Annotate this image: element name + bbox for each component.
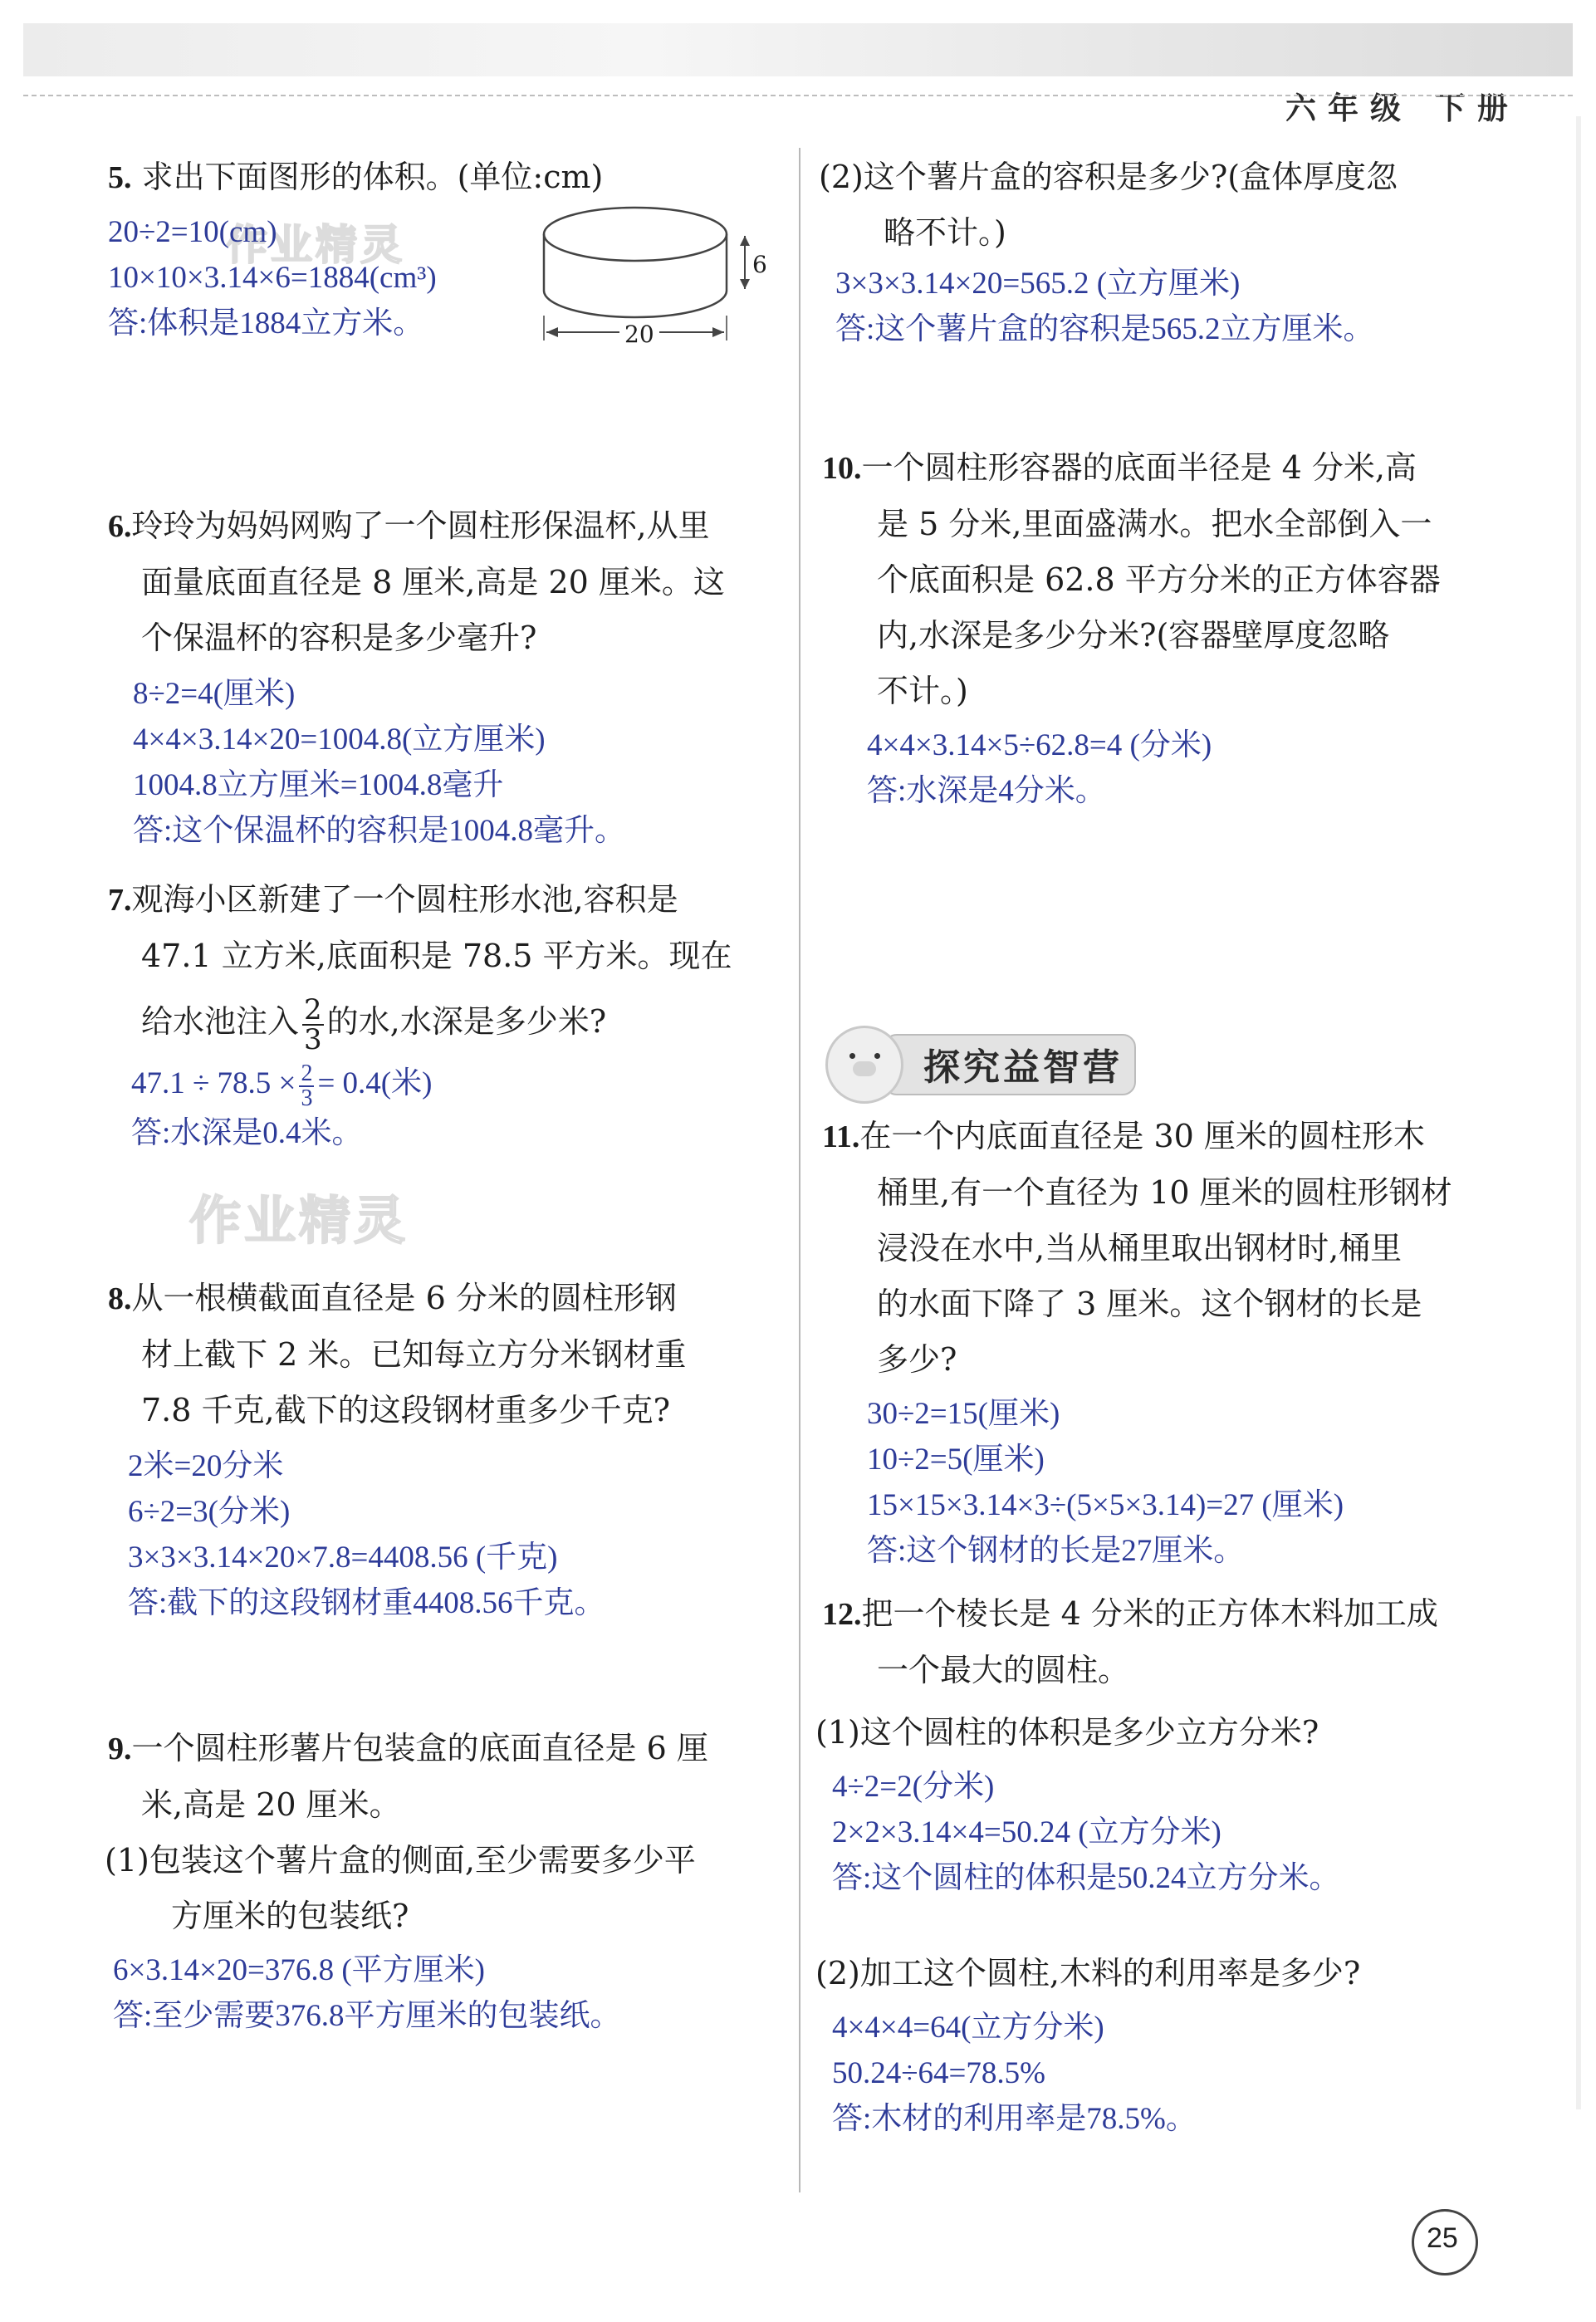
answer-line: 答:木材的利用率是78.5%。 <box>832 2102 1197 2136</box>
answer-line: 4×4×3.14×20=1004.8(立方厘米) <box>133 723 546 757</box>
question-11 <box>822 1109 1486 1574</box>
answer-line: 4÷2=2(分米) <box>832 1770 995 1804</box>
fraction-numerator: 2 <box>301 1060 313 1086</box>
question-number: 9. <box>108 1732 132 1766</box>
question-9-part-2 <box>819 149 1483 352</box>
question-line: 7.8 千克,截下的这段钢材重多少千克? <box>141 1392 670 1428</box>
question-line: 一个圆柱形容器的底面半径是 4 分米,高 <box>861 449 1417 486</box>
answer-line: 4×4×4=64(立方分米) <box>832 2011 1104 2045</box>
answer-line: 50.24÷64=78.5% <box>832 2056 1045 2090</box>
question-line: 的水面下降了 3 厘米。这个钢材的长是 <box>877 1286 1422 1322</box>
fraction-denominator: 3 <box>301 1085 313 1111</box>
answer-line: 答:水深是0.4米。 <box>131 1115 363 1150</box>
answer-line: 10×10×3.14×6=1884(cm³) <box>108 261 437 295</box>
watermark-middle: 作业精灵 <box>189 1190 409 1251</box>
cylinder-figure <box>540 199 781 349</box>
question-number: 10. <box>822 451 862 486</box>
question-line: 是 5 分米,里面盛满水。把水全部倒入一 <box>877 506 1432 542</box>
answer-line: 15×15×3.14×3÷(5×5×3.14)=27 (厘米) <box>867 1488 1344 1522</box>
question-line: 一个最大的圆柱。 <box>877 1652 1130 1688</box>
question-line: 面量底面直径是 8 厘米,高是 20 厘米。这 <box>141 564 725 600</box>
answer-line: 20÷2=10(cm) <box>108 215 277 249</box>
answer-line: 2×2×3.14×4=50.24 (立方分米) <box>832 1815 1221 1849</box>
question-line: 个保温杯的容积是多少毫升? <box>141 620 537 656</box>
answer-part: 47.1 ÷ 78.5 × <box>131 1066 296 1100</box>
answer-part: = 0.4(米) <box>317 1066 433 1100</box>
question-number: 7. <box>108 883 132 918</box>
question-line-part: 的水,水深是多少米? <box>326 1003 607 1040</box>
question-number: 8. <box>108 1281 132 1316</box>
question-9 <box>105 1721 789 2039</box>
fraction-denominator: 3 <box>304 1022 322 1056</box>
question-number: 12. <box>822 1597 862 1632</box>
fraction-numerator: 2 <box>304 992 322 1026</box>
question-line-part: 给水池注入 <box>141 1003 300 1040</box>
answer-line: 答:这个圆柱的体积是50.24立方分米。 <box>832 1861 1340 1895</box>
answer-line: 8÷2=4(厘米) <box>133 677 296 711</box>
question-number: 11. <box>822 1119 860 1154</box>
question-line: 在一个内底面直径是 30 厘米的圆柱形木 <box>859 1118 1425 1154</box>
question-5-text <box>108 149 789 206</box>
answer-line: 4×4×3.14×5÷62.8=4 (分米) <box>867 728 1212 762</box>
question-line: 材上截下 2 米。已知每立方分米钢材重 <box>141 1336 687 1373</box>
answer-line: 3×3×3.14×20×7.8=4408.56 (千克) <box>128 1541 558 1575</box>
section-banner <box>825 1026 1158 1104</box>
fraction <box>299 1062 314 1110</box>
answer-line: 答:这个保温杯的容积是1004.8毫升。 <box>133 814 626 848</box>
question-line: 内,水深是多少分米?(容器壁厚度忽略 <box>877 617 1390 654</box>
answer-line: 答:水深是4分米。 <box>867 774 1106 808</box>
answer-line: 答:体积是1884立方米。 <box>108 306 424 340</box>
page-number-badge <box>1412 2209 1478 2275</box>
question-line: 47.1 立方米,底面积是 78.5 平方米。现在 <box>141 938 732 974</box>
question-12 <box>815 1586 1486 2142</box>
dim-height-label: 6 <box>752 251 767 278</box>
subquestion-line: (2)这个薯片盒的容积是多少?(盒体厚度忽 <box>819 159 1398 195</box>
answer-line: 10÷2=5(厘米) <box>867 1443 1045 1477</box>
subquestion-line: (1)包装这个薯片盒的侧面,至少需要多少平 <box>105 1842 696 1879</box>
column-divider <box>799 148 800 2192</box>
question-line: 一个圆柱形薯片包装盒的底面直径是 6 厘 <box>131 1730 708 1766</box>
answer-line: 答:至少需要376.8平方厘米的包装纸。 <box>113 1999 621 2033</box>
question-10 <box>822 440 1486 814</box>
question-7 <box>108 872 789 1156</box>
question-6 <box>108 498 789 854</box>
header-rule <box>23 95 1573 96</box>
subquestion-line: 略不计。) <box>884 214 1006 251</box>
subquestion-line: (1)这个圆柱的体积是多少立方分米? <box>815 1714 1319 1751</box>
header-band <box>23 23 1573 76</box>
question-line <box>108 984 789 1059</box>
answer-line: 2米=20分米 <box>128 1449 284 1483</box>
answer-line: 6÷2=3(分米) <box>128 1495 291 1529</box>
answer-line: 答:这个薯片盒的容积是565.2立方厘米。 <box>835 312 1374 346</box>
subquestion-line: (2)加工这个圆柱,木料的利用率是多少? <box>815 1955 1361 1991</box>
answer-line: 30÷2=15(厘米) <box>867 1397 1060 1431</box>
page-number: 25 <box>1427 2222 1458 2254</box>
question-line: 桶里,有一个直径为 10 厘米的圆柱形钢材 <box>877 1174 1452 1211</box>
question-text: 求出下面图形的体积。(单位:cm) <box>141 159 604 195</box>
question-line: 从一根横截面直径是 6 分米的圆柱形钢 <box>131 1280 677 1316</box>
question-line: 观海小区新建了一个圆柱形水池,容积是 <box>131 881 678 918</box>
pig-mascot-icon <box>825 1026 903 1104</box>
subquestion-line: 方厘米的包装纸? <box>171 1898 409 1934</box>
banner-title: 探究益智营 <box>923 1046 1123 1089</box>
question-line: 把一个棱长是 4 分米的正方体木料加工成 <box>861 1595 1438 1632</box>
dim-diameter-label: 20 <box>619 321 659 348</box>
answer-line: 6×3.14×20=376.8 (平方厘米) <box>113 1953 485 1987</box>
watermark-top: 作业精灵 <box>226 221 405 269</box>
question-number: 5. <box>108 160 132 195</box>
answer-line: 答:截下的这段钢材重4408.56千克。 <box>128 1586 605 1620</box>
grade-label: 六年级 下册 <box>1285 91 1520 126</box>
question-line: 米,高是 20 厘米。 <box>141 1786 401 1823</box>
question-line: 不计。) <box>877 673 968 709</box>
fraction <box>302 992 324 1056</box>
answer-line: 1004.8立方厘米=1004.8毫升 <box>133 768 504 802</box>
question-number: 6. <box>108 509 132 544</box>
question-line: 浸没在水中,当从桶里取出钢材时,桶里 <box>877 1230 1403 1266</box>
question-line: 多少? <box>877 1341 957 1378</box>
answer-line <box>131 1059 789 1110</box>
question-line: 个底面积是 62.8 平方分米的正方体容器 <box>877 561 1441 598</box>
question-line: 玲玲为妈妈网购了一个圆柱形保温杯,从里 <box>131 507 710 544</box>
answer-line: 3×3×3.14×20=565.2 (立方厘米) <box>835 267 1241 301</box>
answer-line: 答:这个钢材的长是27厘米。 <box>867 1534 1245 1568</box>
question-8 <box>108 1271 789 1626</box>
right-edge-strip <box>1576 116 1581 2109</box>
